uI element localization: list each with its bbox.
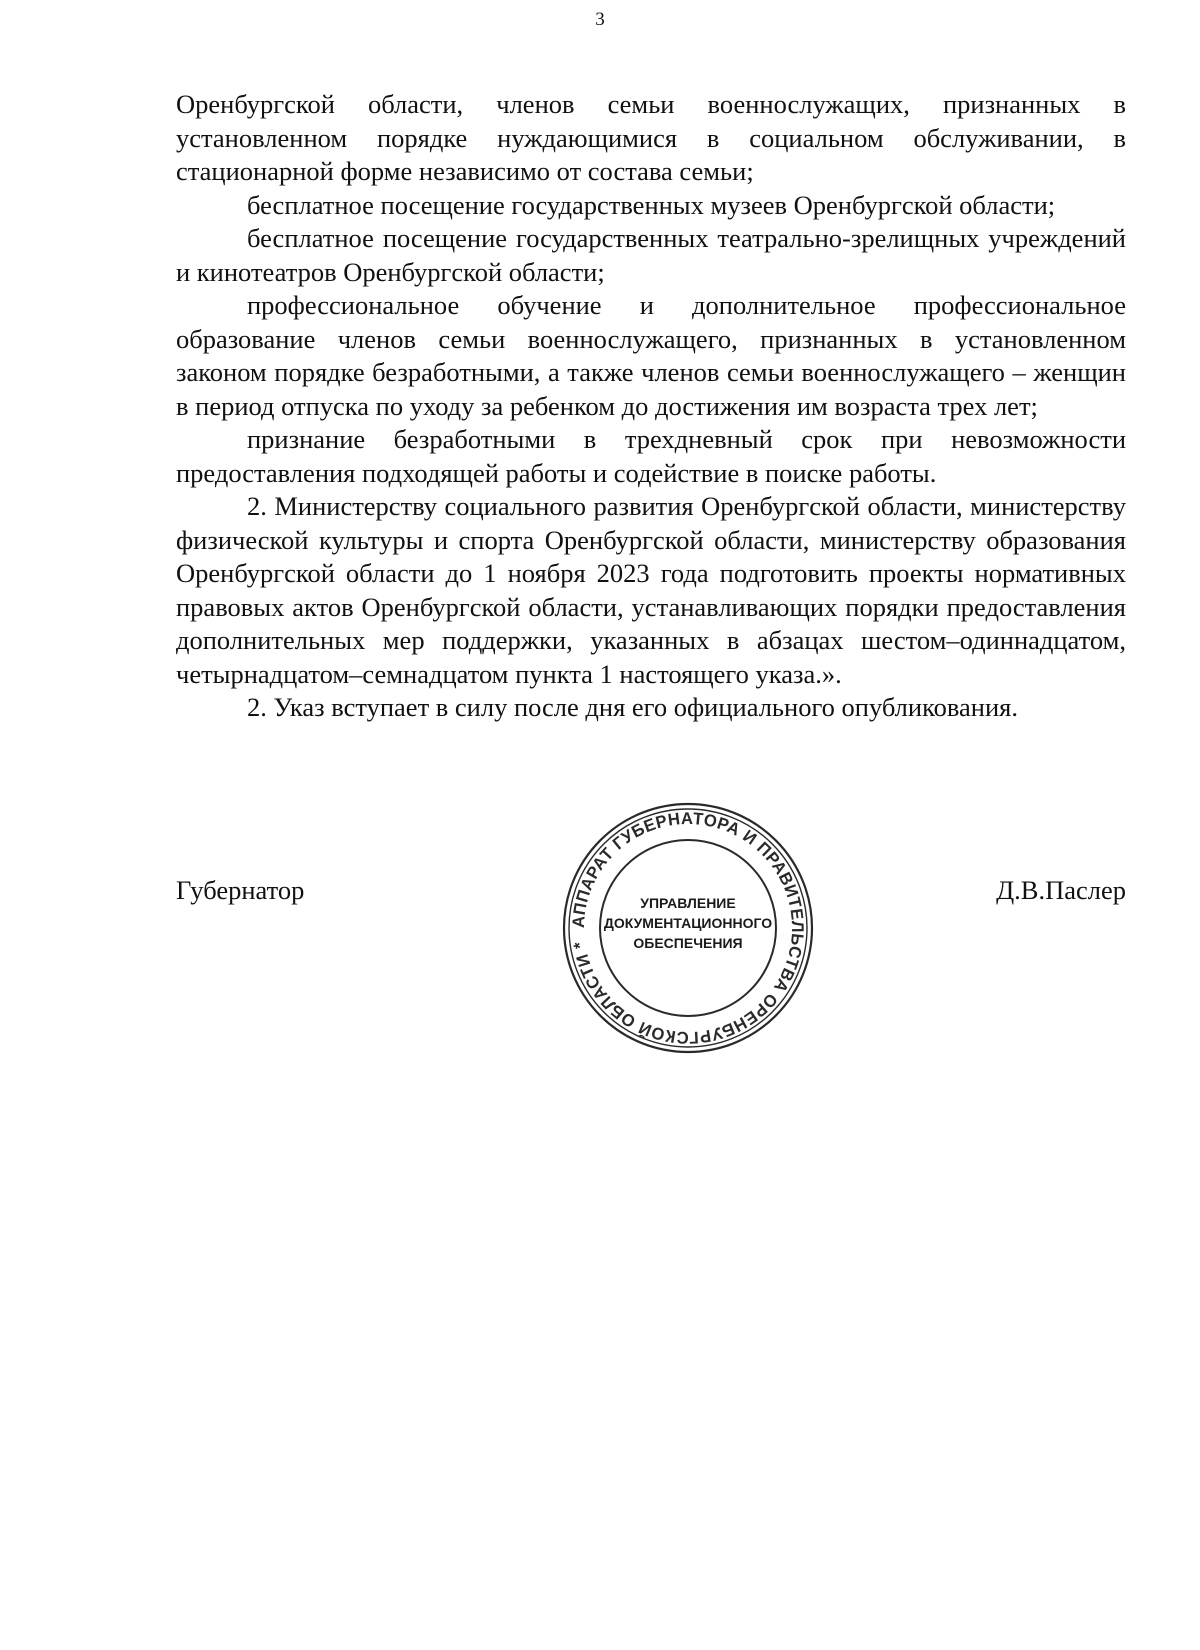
paragraph: бесплатное посещение государственных театрально-зрелищных учреждений и кинотеатров Оренбургской области; bbox=[176, 223, 1126, 287]
paragraph: профессиональное обучение и дополнительное профессиональное образование членов семьи военнослужащего, признанных в установленном законом порядке безработными, а также членов семьи военнослужащего – женщин в период отпуска по уходу за ребенком до достижения им возраста трех лет; bbox=[176, 290, 1126, 421]
paragraph: признание безработными в трехдневный срок при невозможности предоставления подходящей работы и содействие в поиске работы. bbox=[176, 424, 1126, 488]
document-body bbox=[176, 88, 1126, 725]
paragraph: бесплатное посещение государственных музеев Оренбургской области; bbox=[247, 189, 1056, 220]
paragraph: 2. Министерству социального развития Оренбургской области, министерству физической культуры и спорта Оренбургской области, министерству образования Оренбургской области до 1 ноября 2023 года подготовить проекты нормативных правовых актов Оренбургской области, устанавливающих порядки предоставления дополнительных мер поддержки, указанных в абзацах шестом–одиннадцатом, четырнадцатом–семнадцатом пункта 1 настоящего указа.». bbox=[176, 491, 1126, 689]
signatory-position: Губернатор bbox=[176, 875, 305, 905]
page-number: 3 bbox=[595, 9, 605, 30]
stamp-ring-text: АППАРАТ ГУБЕРНАТОРА И ПРАВИТЕЛЬСТВА ОРЕНБУРГСКОЙ ОБЛАСТИ * bbox=[568, 808, 808, 1048]
paragraph: 2. Указ вступает в силу после дня его официального опубликования. bbox=[247, 692, 1018, 722]
stamp-center-line: УПРАВЛЕНИЕ bbox=[640, 895, 736, 911]
paragraph: Оренбургской области, членов семьи военнослужащих, признанных в установленном порядке нуждающимися в социальном обслуживании, в стационарной форме независимо от состава семьи; bbox=[176, 89, 1126, 186]
stamp-seal bbox=[560, 800, 816, 1056]
signatory-name: Д.В.Паслер bbox=[996, 875, 1126, 905]
stamp-center-line: ОБЕСПЕЧЕНИЯ bbox=[633, 935, 743, 951]
official-stamp bbox=[560, 800, 816, 1056]
stamp-center-line: ДОКУМЕНТАЦИОННОГО bbox=[603, 915, 773, 931]
